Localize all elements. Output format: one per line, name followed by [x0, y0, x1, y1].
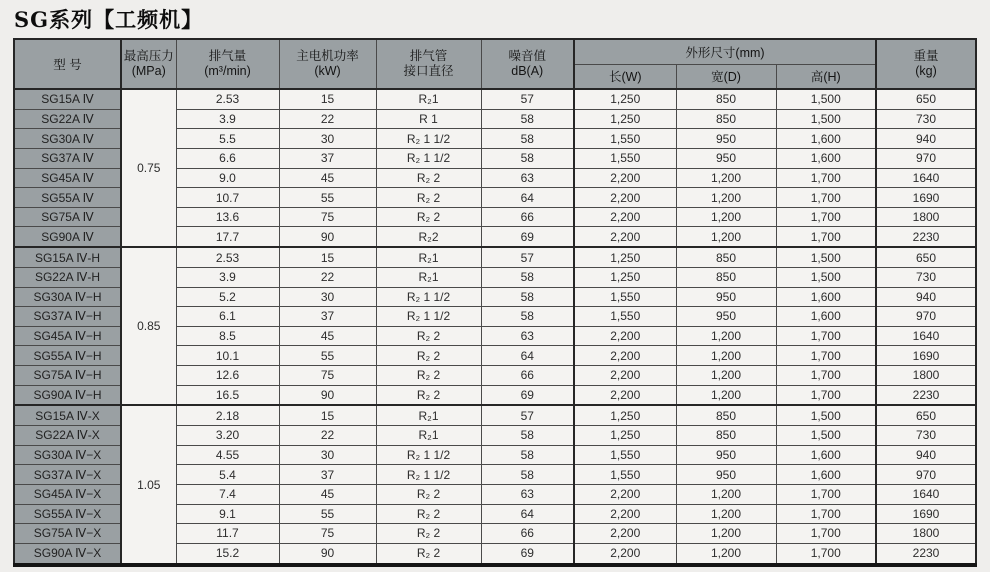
width-cell: 1,200: [676, 326, 776, 346]
length-cell: 2,200: [574, 366, 676, 386]
motor-power-cell: 22: [279, 109, 376, 129]
noise-cell: 58: [481, 129, 574, 149]
displacement-cell: 10.1: [176, 346, 279, 366]
noise-cell: 58: [481, 445, 574, 465]
noise-cell: 58: [481, 307, 574, 327]
header-pipe-line1: 排气管: [409, 49, 448, 64]
height-cell: 1,700: [776, 385, 876, 405]
weight-cell: 970: [876, 307, 976, 327]
motor-power-cell: 37: [279, 148, 376, 168]
length-cell: 2,200: [574, 543, 676, 565]
pipe-diameter-cell: R₂ 1 1/2: [376, 465, 481, 485]
header-model: [14, 39, 121, 89]
model-cell: SG75A Ⅳ: [14, 207, 121, 227]
height-cell: 1,500: [776, 267, 876, 287]
height-cell: 1,700: [776, 346, 876, 366]
width-cell: 950: [676, 307, 776, 327]
model-cell: SG90A Ⅳ−X: [14, 543, 121, 565]
table-header: [14, 39, 976, 89]
width-cell: 950: [676, 148, 776, 168]
pressure-cell: 0.75: [121, 89, 176, 247]
height-cell: 1,500: [776, 247, 876, 267]
width-cell: 1,200: [676, 207, 776, 227]
noise-cell: 58: [481, 465, 574, 485]
pipe-diameter-cell: R₂ 2: [376, 543, 481, 565]
motor-power-cell: 30: [279, 287, 376, 307]
pipe-diameter-cell: R₂2: [376, 227, 481, 247]
pipe-diameter-cell: R₂ 2: [376, 326, 481, 346]
pipe-diameter-cell: R₂ 2: [376, 168, 481, 188]
motor-power-cell: 45: [279, 326, 376, 346]
motor-power-cell: 22: [279, 267, 376, 287]
displacement-cell: 9.1: [176, 504, 279, 524]
length-cell: 1,550: [574, 465, 676, 485]
pipe-diameter-cell: R₂ 1 1/2: [376, 287, 481, 307]
header-displacement-line2: (m³/min): [204, 64, 251, 78]
pipe-diameter-cell: R₂ 2: [376, 385, 481, 405]
width-cell: 850: [676, 89, 776, 109]
length-cell: 1,250: [574, 89, 676, 109]
model-cell: SG37A Ⅳ: [14, 148, 121, 168]
noise-cell: 69: [481, 227, 574, 247]
height-cell: 1,600: [776, 287, 876, 307]
noise-cell: 57: [481, 247, 574, 267]
weight-cell: 1800: [876, 207, 976, 227]
header-dim-length: 长(W): [574, 64, 676, 89]
header-pressure-line1: 最高压力: [123, 49, 174, 64]
displacement-cell: 4.55: [176, 445, 279, 465]
pipe-diameter-cell: R₂ 2: [376, 524, 481, 544]
header-displacement: [176, 39, 279, 89]
motor-power-cell: 90: [279, 385, 376, 405]
displacement-cell: 6.1: [176, 307, 279, 327]
displacement-cell: 15.2: [176, 543, 279, 565]
length-cell: 2,200: [574, 385, 676, 405]
noise-cell: 66: [481, 366, 574, 386]
header-displacement-line1: 排气量: [208, 49, 247, 64]
pipe-diameter-cell: R₂1: [376, 405, 481, 425]
length-cell: 2,200: [574, 504, 676, 524]
motor-power-cell: 90: [279, 227, 376, 247]
width-cell: 850: [676, 267, 776, 287]
height-cell: 1,500: [776, 405, 876, 425]
displacement-cell: 12.6: [176, 366, 279, 386]
displacement-cell: 3.20: [176, 426, 279, 446]
noise-cell: 69: [481, 385, 574, 405]
width-cell: 850: [676, 426, 776, 446]
weight-cell: 1690: [876, 188, 976, 208]
weight-cell: 730: [876, 426, 976, 446]
header-pipe-line2: 接口直径: [403, 64, 454, 78]
model-cell: SG22A Ⅳ-H: [14, 267, 121, 287]
header-weight-line2: (kg): [915, 64, 937, 78]
noise-cell: 57: [481, 405, 574, 425]
model-cell: SG55A Ⅳ−X: [14, 504, 121, 524]
model-cell: SG15A Ⅳ-H: [14, 247, 121, 267]
length-cell: 2,200: [574, 326, 676, 346]
width-cell: 1,200: [676, 168, 776, 188]
pressure-cell: 0.85: [121, 247, 176, 405]
noise-cell: 58: [481, 148, 574, 168]
motor-power-cell: 45: [279, 168, 376, 188]
weight-cell: 940: [876, 129, 976, 149]
motor-power-cell: 55: [279, 188, 376, 208]
header-pipe-diameter: [376, 39, 481, 89]
page-title: SG系列【工频机】: [14, 7, 204, 32]
pipe-diameter-cell: R₂ 2: [376, 207, 481, 227]
length-cell: 1,550: [574, 129, 676, 149]
motor-power-cell: 30: [279, 129, 376, 149]
height-cell: 1,700: [776, 326, 876, 346]
width-cell: 850: [676, 247, 776, 267]
noise-cell: 66: [481, 207, 574, 227]
noise-cell: 58: [481, 426, 574, 446]
noise-cell: 57: [481, 89, 574, 109]
displacement-cell: 10.7: [176, 188, 279, 208]
pressure-cell: 1.05: [121, 405, 176, 565]
motor-power-cell: 75: [279, 366, 376, 386]
noise-cell: 69: [481, 543, 574, 565]
header-motor-power-line1: 主电机功率: [296, 49, 359, 64]
pipe-diameter-cell: R 1: [376, 109, 481, 129]
model-cell: SG75A Ⅳ−X: [14, 524, 121, 544]
model-cell: SG45A Ⅳ−H: [14, 326, 121, 346]
motor-power-cell: 55: [279, 346, 376, 366]
model-cell: SG55A Ⅳ−H: [14, 346, 121, 366]
noise-cell: 66: [481, 524, 574, 544]
motor-power-cell: 15: [279, 247, 376, 267]
model-cell: SG37A Ⅳ−X: [14, 465, 121, 485]
weight-cell: 650: [876, 89, 976, 109]
height-cell: 1,700: [776, 504, 876, 524]
header-pressure-line2: (MPa): [131, 64, 166, 78]
length-cell: 2,200: [574, 207, 676, 227]
weight-cell: 2230: [876, 543, 976, 565]
noise-cell: 58: [481, 287, 574, 307]
spec-table: [13, 38, 977, 567]
displacement-cell: 2.53: [176, 247, 279, 267]
displacement-cell: 2.53: [176, 89, 279, 109]
weight-cell: 1640: [876, 168, 976, 188]
weight-cell: 940: [876, 287, 976, 307]
header-noise: [481, 39, 574, 89]
pipe-diameter-cell: R₂ 1 1/2: [376, 129, 481, 149]
model-cell: SG22A Ⅳ: [14, 109, 121, 129]
weight-cell: 1690: [876, 346, 976, 366]
model-cell: SG15A Ⅳ-X: [14, 405, 121, 425]
model-cell: SG30A Ⅳ−H: [14, 287, 121, 307]
width-cell: 850: [676, 405, 776, 425]
pipe-diameter-cell: R₂ 2: [376, 346, 481, 366]
width-cell: 950: [676, 465, 776, 485]
weight-cell: 970: [876, 465, 976, 485]
pipe-diameter-cell: R₂1: [376, 89, 481, 109]
height-cell: 1,700: [776, 543, 876, 565]
length-cell: 1,550: [574, 445, 676, 465]
length-cell: 2,200: [574, 227, 676, 247]
displacement-cell: 3.9: [176, 267, 279, 287]
displacement-cell: 2.18: [176, 405, 279, 425]
displacement-cell: 11.7: [176, 524, 279, 544]
table-row: [14, 89, 976, 109]
displacement-cell: 17.7: [176, 227, 279, 247]
length-cell: 1,250: [574, 267, 676, 287]
model-cell: SG45A Ⅳ−X: [14, 484, 121, 504]
noise-cell: 64: [481, 504, 574, 524]
model-cell: SG15A Ⅳ: [14, 89, 121, 109]
width-cell: 1,200: [676, 227, 776, 247]
spec-table-body: [14, 89, 976, 565]
width-cell: 1,200: [676, 524, 776, 544]
model-cell: SG30A Ⅳ: [14, 129, 121, 149]
displacement-cell: 8.5: [176, 326, 279, 346]
length-cell: 2,200: [574, 168, 676, 188]
height-cell: 1,600: [776, 445, 876, 465]
header-motor-power-line2: (kW): [314, 64, 341, 78]
header-model-label: 型 号: [53, 58, 82, 72]
table-row: [14, 247, 976, 267]
pipe-diameter-cell: R₂1: [376, 247, 481, 267]
height-cell: 1,700: [776, 207, 876, 227]
motor-power-cell: 75: [279, 207, 376, 227]
width-cell: 1,200: [676, 385, 776, 405]
header-dimensions-group: 外形尺寸(mm): [574, 39, 876, 64]
displacement-cell: 13.6: [176, 207, 279, 227]
height-cell: 1,700: [776, 168, 876, 188]
width-cell: 1,200: [676, 188, 776, 208]
displacement-cell: 5.2: [176, 287, 279, 307]
height-cell: 1,700: [776, 366, 876, 386]
noise-cell: 63: [481, 484, 574, 504]
motor-power-cell: 45: [279, 484, 376, 504]
header-pressure: [121, 39, 176, 89]
displacement-cell: 5.4: [176, 465, 279, 485]
header-noise-line1: 噪音值: [508, 49, 546, 64]
motor-power-cell: 75: [279, 524, 376, 544]
weight-cell: 940: [876, 445, 976, 465]
weight-cell: 650: [876, 247, 976, 267]
width-cell: 1,200: [676, 366, 776, 386]
model-cell: SG30A Ⅳ−X: [14, 445, 121, 465]
height-cell: 1,700: [776, 524, 876, 544]
height-cell: 1,500: [776, 426, 876, 446]
noise-cell: 64: [481, 188, 574, 208]
length-cell: 1,550: [574, 148, 676, 168]
pipe-diameter-cell: R₂ 2: [376, 366, 481, 386]
model-cell: SG75A Ⅳ−H: [14, 366, 121, 386]
length-cell: 1,550: [574, 307, 676, 327]
header-weight-line1: 重量: [913, 49, 939, 64]
length-cell: 1,250: [574, 247, 676, 267]
noise-cell: 63: [481, 168, 574, 188]
displacement-cell: 5.5: [176, 129, 279, 149]
weight-cell: 970: [876, 148, 976, 168]
width-cell: 1,200: [676, 346, 776, 366]
displacement-cell: 16.5: [176, 385, 279, 405]
length-cell: 2,200: [574, 188, 676, 208]
pipe-diameter-cell: R₂1: [376, 267, 481, 287]
weight-cell: 1800: [876, 524, 976, 544]
header-dim-width: 宽(D): [676, 64, 776, 89]
weight-cell: 1640: [876, 326, 976, 346]
motor-power-cell: 90: [279, 543, 376, 565]
width-cell: 850: [676, 109, 776, 129]
motor-power-cell: 37: [279, 307, 376, 327]
weight-cell: 2230: [876, 385, 976, 405]
length-cell: 1,250: [574, 426, 676, 446]
displacement-cell: 7.4: [176, 484, 279, 504]
model-cell: SG22A Ⅳ-X: [14, 426, 121, 446]
pipe-diameter-cell: R₂ 2: [376, 504, 481, 524]
height-cell: 1,500: [776, 109, 876, 129]
motor-power-cell: 22: [279, 426, 376, 446]
displacement-cell: 6.6: [176, 148, 279, 168]
motor-power-cell: 30: [279, 445, 376, 465]
header-weight: [876, 39, 976, 89]
pipe-diameter-cell: R₂1: [376, 426, 481, 446]
length-cell: 1,250: [574, 405, 676, 425]
motor-power-cell: 15: [279, 89, 376, 109]
model-cell: SG55A Ⅳ: [14, 188, 121, 208]
displacement-cell: 9.0: [176, 168, 279, 188]
noise-cell: 58: [481, 109, 574, 129]
noise-cell: 63: [481, 326, 574, 346]
model-cell: SG37A Ⅳ−H: [14, 307, 121, 327]
pipe-diameter-cell: R₂ 1 1/2: [376, 445, 481, 465]
width-cell: 950: [676, 445, 776, 465]
height-cell: 1,600: [776, 307, 876, 327]
width-cell: 1,200: [676, 543, 776, 565]
height-cell: 1,600: [776, 465, 876, 485]
length-cell: 2,200: [574, 484, 676, 504]
motor-power-cell: 37: [279, 465, 376, 485]
height-cell: 1,700: [776, 227, 876, 247]
motor-power-cell: 55: [279, 504, 376, 524]
width-cell: 1,200: [676, 484, 776, 504]
height-cell: 1,600: [776, 148, 876, 168]
header-motor-power: [279, 39, 376, 89]
weight-cell: 1800: [876, 366, 976, 386]
length-cell: 1,250: [574, 109, 676, 129]
weight-cell: 1690: [876, 504, 976, 524]
model-cell: SG90A Ⅳ: [14, 227, 121, 247]
width-cell: 950: [676, 129, 776, 149]
weight-cell: 1640: [876, 484, 976, 504]
pipe-diameter-cell: R₂ 2: [376, 188, 481, 208]
pipe-diameter-cell: R₂ 2: [376, 484, 481, 504]
header-noise-line2: dB(A): [511, 64, 544, 78]
length-cell: 2,200: [574, 346, 676, 366]
weight-cell: 650: [876, 405, 976, 425]
weight-cell: 730: [876, 109, 976, 129]
model-cell: SG90A Ⅳ−H: [14, 385, 121, 405]
width-cell: 950: [676, 287, 776, 307]
weight-cell: 2230: [876, 227, 976, 247]
height-cell: 1,700: [776, 484, 876, 504]
height-cell: 1,500: [776, 89, 876, 109]
width-cell: 1,200: [676, 504, 776, 524]
pipe-diameter-cell: R₂ 1 1/2: [376, 148, 481, 168]
height-cell: 1,700: [776, 188, 876, 208]
header-dim-height: 高(H): [776, 64, 876, 89]
motor-power-cell: 15: [279, 405, 376, 425]
table-row: [14, 405, 976, 425]
model-cell: SG45A Ⅳ: [14, 168, 121, 188]
pipe-diameter-cell: R₂ 1 1/2: [376, 307, 481, 327]
length-cell: 2,200: [574, 524, 676, 544]
height-cell: 1,600: [776, 129, 876, 149]
noise-cell: 58: [481, 267, 574, 287]
noise-cell: 64: [481, 346, 574, 366]
weight-cell: 730: [876, 267, 976, 287]
length-cell: 1,550: [574, 287, 676, 307]
displacement-cell: 3.9: [176, 109, 279, 129]
